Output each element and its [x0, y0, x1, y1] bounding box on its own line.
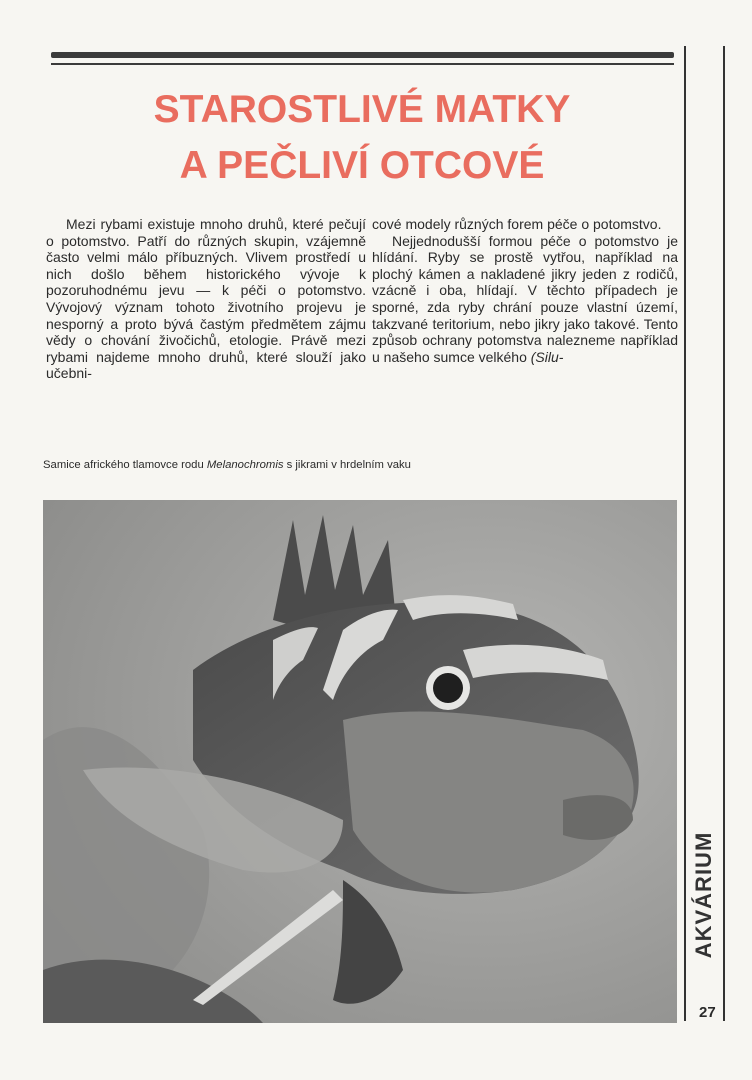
article-title — [52, 82, 672, 194]
column-divider-right — [723, 46, 725, 1021]
article-column-left — [46, 216, 366, 382]
fish-illustration — [43, 500, 677, 1023]
title-line-1: STAROSTLIVÉ MATKY — [153, 88, 571, 131]
page-number: 27 — [699, 1004, 716, 1021]
article-column-right — [372, 216, 678, 365]
paragraph-1: Mezi rybami existuje mnoho druhů, které pečují o potomstvo. Patří do různých skupin, vzájemně často velmi málo příbuzných. Vlivem prostředí u nich došlo během historického vývoje k pozoruhodnému jevu — k péči o potomstvo. Vývojový význam tohoto životního projevu je nesporný a proto bývá častým předmětem zájmu vědy o chování živočichů, etologie. Právě mezi rybami najdeme mnoho druhů, které slouží jako učebni- — [46, 216, 366, 382]
caption-text-start: Samice afrického tlamovce rodu — [43, 459, 207, 471]
paragraph-2-italic: (Silu- — [530, 348, 564, 365]
caption-genus: Melanochromis — [206, 459, 284, 471]
column-divider-left — [684, 46, 686, 1021]
fish-photo — [43, 500, 677, 1023]
paragraph-1-continued: cové modely různých forem péče o potomstvo. — [372, 216, 662, 232]
caption-text-end: s jikrami v hrdelním vaku — [283, 459, 411, 471]
header-rule-thick — [51, 52, 674, 58]
title-line-2: A PEČLIVÍ OTCOVÉ — [179, 144, 545, 187]
figure-caption — [43, 459, 411, 471]
header-rule-thin — [51, 63, 674, 65]
paragraph-2 — [372, 233, 678, 366]
brand-label: AKVÁRIUM — [691, 831, 716, 959]
paragraph-2-text: Nejjednodušší formou péče o potomstvo je hlídání. Ryby se prostě vytřou, například na plochý kámen a nakladené jikry jeden z rodičů, vzácně i oba, hlídají. V těchto případech je sporné, zda ryby chrání pouze vlastní území, takzvané teritorium, nebo jikry jako takové. Tento způsob ochrany potomstva nalezneme například u našeho sumce velkého — [372, 232, 678, 365]
